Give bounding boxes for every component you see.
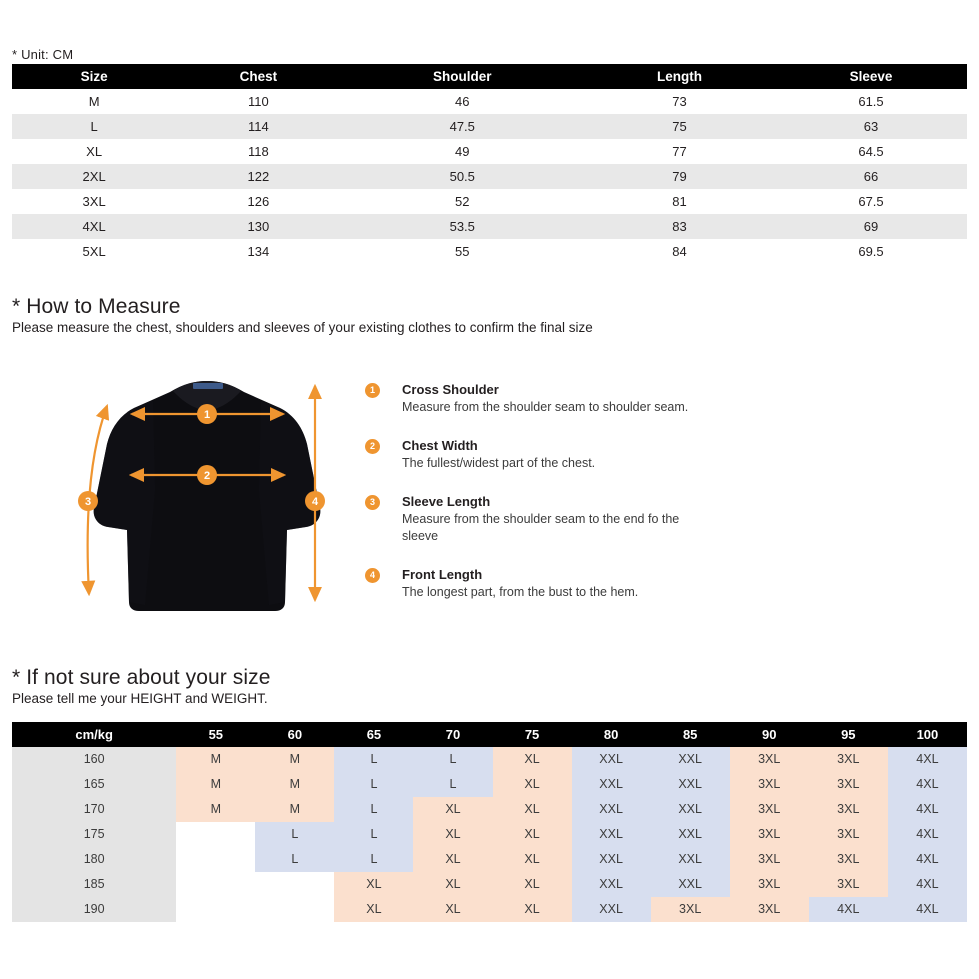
not-sure-subtitle: Please tell me your HEIGHT and WEIGHT. (12, 691, 268, 706)
legend-item (365, 567, 695, 601)
not-sure-heading: * If not sure about your size (12, 666, 271, 689)
size-table-body (12, 89, 967, 264)
matrix-cell: XL (493, 747, 572, 772)
matrix-cell: L (413, 747, 492, 772)
matrix-row (12, 772, 967, 797)
matrix-row (12, 797, 967, 822)
size-value-cell: 77 (584, 139, 775, 164)
matrix-weight-header-55: 55 (176, 722, 255, 747)
measure-legend (365, 382, 695, 601)
matrix-height-label-170: 170 (12, 797, 176, 822)
size-value-cell: 130 (176, 214, 340, 239)
legend-item (365, 382, 695, 416)
legend-number-badge: 3 (365, 495, 380, 510)
size-table-col-shoulder: Shoulder (341, 64, 585, 89)
illustration-badge-1 (197, 404, 217, 424)
svg-text:3: 3 (84, 496, 92, 508)
matrix-cell: 3XL (730, 872, 809, 897)
size-value-cell: 118 (176, 139, 340, 164)
matrix-cell: 4XL (888, 797, 967, 822)
matrix-cell: 3XL (730, 847, 809, 872)
matrix-cell: M (176, 747, 255, 772)
svg-text:4: 4 (311, 496, 319, 508)
size-value-cell: 67.5 (775, 189, 967, 214)
matrix-weight-header-75: 75 (493, 722, 572, 747)
table-row (12, 189, 967, 214)
size-label-cell: M (12, 89, 176, 114)
illustration-badge-4 (305, 491, 325, 511)
size-measurement-table (12, 64, 967, 264)
matrix-cell: XL (334, 897, 413, 922)
size-value-cell: 53.5 (341, 214, 585, 239)
matrix-cell: 3XL (809, 747, 888, 772)
size-value-cell: 66 (775, 164, 967, 189)
matrix-height-label-180: 180 (12, 847, 176, 872)
collar-tag (193, 383, 223, 389)
matrix-cell: L (334, 822, 413, 847)
size-value-cell: 47.5 (341, 114, 585, 139)
matrix-row (12, 747, 967, 772)
legend-number-badge: 2 (365, 439, 380, 454)
size-value-cell: 75 (584, 114, 775, 139)
size-value-cell: 122 (176, 164, 340, 189)
legend-description: Measure from the shoulder seam to the end fo the sleeve (402, 512, 680, 543)
matrix-cell: XL (493, 772, 572, 797)
matrix-cell: 4XL (888, 872, 967, 897)
matrix-weight-header-85: 85 (651, 722, 730, 747)
matrix-body (12, 747, 967, 922)
unit-note: * Unit: CM (12, 47, 74, 62)
size-value-cell: 63 (775, 114, 967, 139)
size-label-cell: XL (12, 139, 176, 164)
size-value-cell: 50.5 (341, 164, 585, 189)
matrix-cell: XL (413, 872, 492, 897)
size-label-cell: 2XL (12, 164, 176, 189)
matrix-cell: XXL (651, 797, 730, 822)
size-value-cell: 69 (775, 214, 967, 239)
size-value-cell: 81 (584, 189, 775, 214)
svg-text:2: 2 (203, 470, 211, 482)
matrix-header-row (12, 722, 967, 747)
garment-illustration (75, 370, 340, 620)
table-row (12, 164, 967, 189)
table-row (12, 139, 967, 164)
matrix-cell: 3XL (651, 897, 730, 922)
matrix-cell: XXL (572, 872, 651, 897)
legend-number-badge: 4 (365, 568, 380, 583)
matrix-cell: XXL (651, 847, 730, 872)
matrix-weight-header-100: 100 (888, 722, 967, 747)
matrix-cell: L (255, 822, 334, 847)
legend-description: The longest part, from the bust to the hem. (402, 585, 639, 599)
matrix-cell: 3XL (730, 897, 809, 922)
how-to-measure-subtitle: Please measure the chest, shoulders and sleeves of your existing clothes to confirm the final size (12, 320, 593, 335)
table-row (12, 239, 967, 264)
matrix-weight-header-95: 95 (809, 722, 888, 747)
legend-number-badge: 1 (365, 383, 380, 398)
size-label-cell: L (12, 114, 176, 139)
matrix-cell: 3XL (730, 797, 809, 822)
legend-description: Measure from the shoulder seam to shoulder seam. (402, 400, 689, 414)
matrix-height-label-160: 160 (12, 747, 176, 772)
size-table-col-chest: Chest (176, 64, 340, 89)
matrix-cell: XL (413, 847, 492, 872)
matrix-cell (255, 897, 334, 922)
size-table-col-size: Size (12, 64, 176, 89)
size-value-cell: 110 (176, 89, 340, 114)
size-value-cell: 61.5 (775, 89, 967, 114)
matrix-cell: L (334, 797, 413, 822)
matrix-cell: M (176, 797, 255, 822)
matrix-cell: M (255, 747, 334, 772)
matrix-cell: XXL (572, 847, 651, 872)
svg-text:1: 1 (203, 409, 211, 421)
matrix-weight-header-60: 60 (255, 722, 334, 747)
size-value-cell: 55 (341, 239, 585, 264)
matrix-cell: 3XL (730, 747, 809, 772)
table-row (12, 214, 967, 239)
size-value-cell: 134 (176, 239, 340, 264)
matrix-row (12, 897, 967, 922)
size-value-cell: 69.5 (775, 239, 967, 264)
size-label-cell: 3XL (12, 189, 176, 214)
size-label-cell: 4XL (12, 214, 176, 239)
matrix-cell: XXL (572, 797, 651, 822)
size-value-cell: 46 (341, 89, 585, 114)
matrix-cell: XXL (572, 772, 651, 797)
size-value-cell: 84 (584, 239, 775, 264)
matrix-cell: 3XL (809, 797, 888, 822)
matrix-row (12, 872, 967, 897)
matrix-weight-header-80: 80 (572, 722, 651, 747)
matrix-cell: XXL (651, 747, 730, 772)
height-weight-matrix (12, 722, 967, 922)
size-value-cell: 114 (176, 114, 340, 139)
size-label-cell: 5XL (12, 239, 176, 264)
matrix-cell: M (255, 797, 334, 822)
matrix-cell: L (334, 847, 413, 872)
size-table-col-length: Length (584, 64, 775, 89)
matrix-weight-header-65: 65 (334, 722, 413, 747)
table-row (12, 89, 967, 114)
matrix-row (12, 847, 967, 872)
matrix-weight-header-90: 90 (730, 722, 809, 747)
matrix-cell: XL (413, 822, 492, 847)
legend-title: Chest Width (402, 438, 478, 453)
size-value-cell: 49 (341, 139, 585, 164)
matrix-cell: 3XL (809, 872, 888, 897)
matrix-cell: XXL (572, 897, 651, 922)
matrix-cell: L (334, 747, 413, 772)
size-value-cell: 73 (584, 89, 775, 114)
matrix-cell: 4XL (888, 822, 967, 847)
how-to-measure-heading: * How to Measure (12, 295, 181, 318)
matrix-cell: XXL (572, 747, 651, 772)
matrix-cell: XXL (572, 822, 651, 847)
matrix-cell: 3XL (730, 772, 809, 797)
matrix-cell: 4XL (888, 747, 967, 772)
matrix-cell: 3XL (809, 772, 888, 797)
matrix-row (12, 822, 967, 847)
matrix-cell: 4XL (809, 897, 888, 922)
matrix-cell: XL (493, 872, 572, 897)
matrix-cell: XXL (651, 772, 730, 797)
matrix-cell: M (176, 772, 255, 797)
legend-item (365, 494, 695, 545)
matrix-cell (255, 872, 334, 897)
size-value-cell: 52 (341, 189, 585, 214)
matrix-cell: 4XL (888, 772, 967, 797)
illustration-badge-2 (197, 465, 217, 485)
size-value-cell: 126 (176, 189, 340, 214)
matrix-cell: 4XL (888, 847, 967, 872)
matrix-cell (176, 872, 255, 897)
matrix-corner-label: cm/kg (12, 722, 176, 747)
matrix-cell: M (255, 772, 334, 797)
matrix-height-label-165: 165 (12, 772, 176, 797)
legend-title: Cross Shoulder (402, 382, 499, 397)
legend-title: Sleeve Length (402, 494, 491, 509)
measure-illustration-section (0, 360, 979, 650)
size-table-col-sleeve: Sleeve (775, 64, 967, 89)
matrix-height-label-175: 175 (12, 822, 176, 847)
matrix-cell: 4XL (888, 897, 967, 922)
matrix-cell: L (334, 772, 413, 797)
matrix-height-label-190: 190 (12, 897, 176, 922)
legend-description: The fullest/widest part of the chest. (402, 456, 596, 470)
size-table-header-row (12, 64, 967, 89)
matrix-cell: 3XL (730, 822, 809, 847)
illustration-badge-3 (78, 491, 98, 511)
matrix-cell (176, 847, 255, 872)
table-row (12, 114, 967, 139)
matrix-cell: XL (493, 847, 572, 872)
legend-title: Front Length (402, 567, 483, 582)
matrix-cell: XL (413, 797, 492, 822)
matrix-cell: L (255, 847, 334, 872)
matrix-cell (176, 822, 255, 847)
matrix-cell: XL (334, 872, 413, 897)
matrix-cell: XXL (651, 822, 730, 847)
matrix-cell: XL (413, 897, 492, 922)
matrix-weight-header-70: 70 (413, 722, 492, 747)
matrix-cell: XL (493, 822, 572, 847)
matrix-cell: XL (493, 797, 572, 822)
matrix-height-label-185: 185 (12, 872, 176, 897)
size-value-cell: 83 (584, 214, 775, 239)
matrix-cell: XXL (651, 872, 730, 897)
legend-item (365, 438, 695, 472)
size-value-cell: 64.5 (775, 139, 967, 164)
matrix-cell: L (413, 772, 492, 797)
matrix-cell (176, 897, 255, 922)
matrix-cell: XL (493, 897, 572, 922)
matrix-cell: 3XL (809, 847, 888, 872)
matrix-cell: 3XL (809, 822, 888, 847)
size-value-cell: 79 (584, 164, 775, 189)
